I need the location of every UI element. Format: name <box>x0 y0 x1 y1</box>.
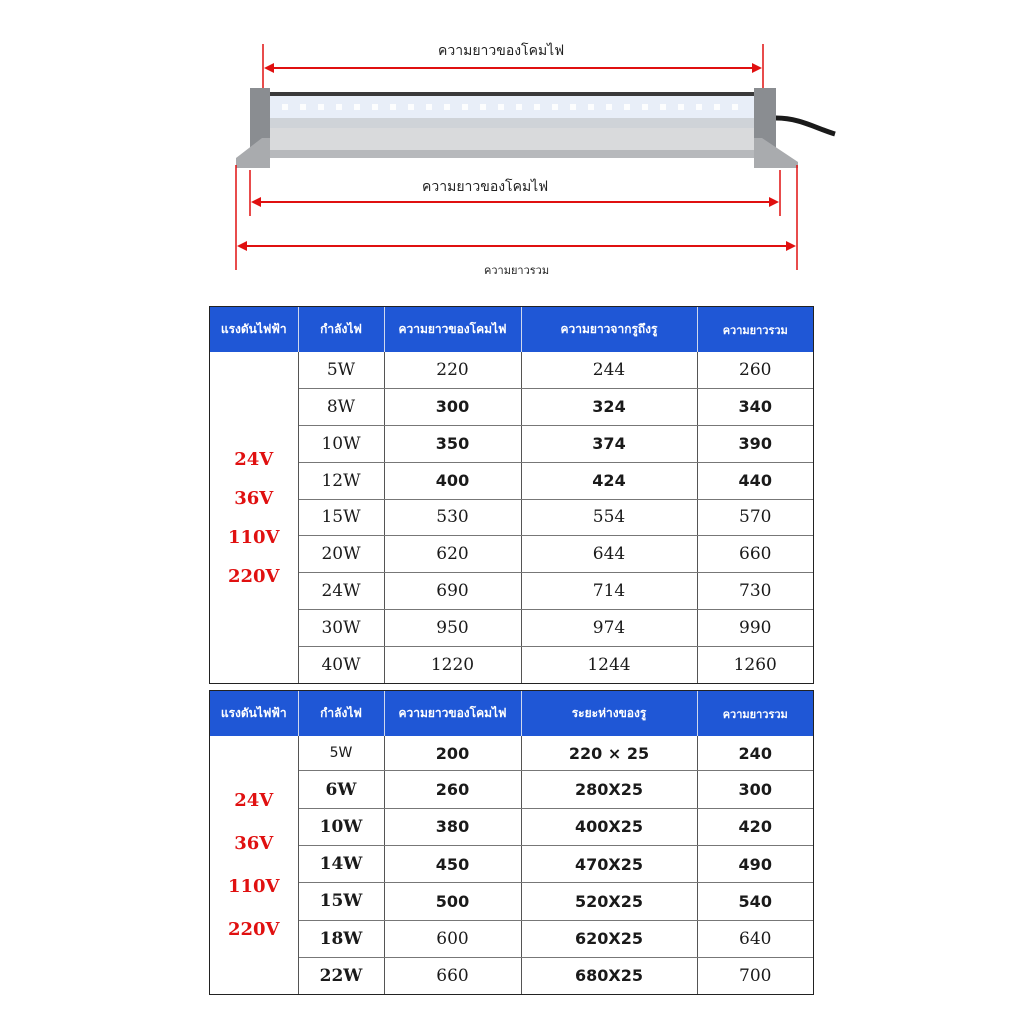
power-cell: 22W <box>298 957 384 994</box>
table-row <box>210 573 813 610</box>
mid-dim-arrow-left <box>251 197 261 207</box>
power-cell: 8W <box>298 388 384 425</box>
hole-length-cell: 644 <box>521 536 697 573</box>
total-length-cell: 1260 <box>733 655 777 676</box>
table-header-row <box>210 691 813 736</box>
table-row <box>210 647 813 683</box>
table-row <box>210 462 813 499</box>
total-length-cell: 300 <box>697 771 813 808</box>
power-cell: 5W <box>298 736 384 771</box>
hole-length-cell: 1244 <box>521 647 697 683</box>
power-cell: 40W <box>298 647 384 683</box>
power-cell: 30W <box>298 610 384 647</box>
power-cell: 24W <box>298 573 384 610</box>
lamp-length-cell: 600 <box>384 920 521 957</box>
table-row <box>210 352 813 388</box>
voltage-value: 110V <box>227 526 280 548</box>
header-power: กำลังไฟ <box>298 691 384 736</box>
mid-dim-arrow-right <box>769 197 779 207</box>
voltage-value: 110V <box>227 876 280 897</box>
hole-length-cell: 324 <box>521 388 697 425</box>
header-hole-length: ความยาวจากรูถึงรู <box>521 307 697 352</box>
table-row <box>210 736 813 771</box>
total-length-cell: 420 <box>697 808 813 845</box>
lamp-length-cell: 380 <box>384 808 521 845</box>
voltage-value: 36V <box>234 487 274 509</box>
hole-length-cell: 554 <box>521 499 697 536</box>
lamp-length-cell: 690 <box>384 573 521 610</box>
total-length-cell: 700 <box>739 965 772 986</box>
total-length-cell: 990 <box>697 610 813 647</box>
middle-dimension-label: ความยาวของโคมไฟ <box>422 179 549 195</box>
table-row <box>210 499 813 536</box>
spec-table-2 <box>209 690 814 995</box>
power-cell: 15W <box>298 499 384 536</box>
lamp-length-cell: 950 <box>384 610 521 647</box>
hole-length-cell: 424 <box>521 462 697 499</box>
power-cell: 14W <box>298 846 384 883</box>
header-power: กำลังไฟ <box>298 307 384 352</box>
lamp-length-cell: 620 <box>384 536 521 573</box>
header-lamp-length: ความยาวของโคมไฟ <box>384 691 521 736</box>
lamp-dimension-diagram <box>0 0 1024 290</box>
top-dimension-label: ความยาวของโคมไฟ <box>438 43 565 59</box>
total-length-cell: 540 <box>697 883 813 920</box>
header-hole-spacing: ระยะห่างของรู <box>521 691 697 736</box>
lamp-length-cell: 660 <box>384 957 521 994</box>
power-cell: 10W <box>298 808 384 845</box>
voltage-value: 220V <box>227 565 280 587</box>
top-dim-arrow-right <box>752 63 762 73</box>
power-cell: 18W <box>298 920 384 957</box>
lamp-length-cell: 350 <box>384 425 521 462</box>
voltage-value: 24V <box>234 790 274 811</box>
hole-spacing-cell: 620X25 <box>521 920 697 957</box>
header-lamp-length: ความยาวของโคมไฟ <box>384 307 521 352</box>
voltage-value: 36V <box>234 833 274 854</box>
total-length-cell: 730 <box>697 573 813 610</box>
spec-table-1 <box>209 306 814 684</box>
hole-spacing-cell: 520X25 <box>521 883 697 920</box>
lamp-length-cell: 530 <box>384 499 521 536</box>
total-length-cell: 260 <box>697 352 813 388</box>
voltage-value: 220V <box>227 919 280 940</box>
table-row <box>210 388 813 425</box>
lamp-length-cell: 260 <box>384 771 521 808</box>
total-length-cell: 340 <box>697 388 813 425</box>
bottom-dim-arrow-right <box>786 241 796 251</box>
table-row <box>210 957 813 994</box>
table-row <box>210 846 813 883</box>
header-total-length: ความยาวรวม <box>697 307 813 352</box>
hole-spacing-cell: 680X25 <box>521 957 697 994</box>
header-voltage: แรงดันไฟฟ้า <box>210 307 298 352</box>
power-cell: 6W <box>298 771 384 808</box>
voltage-cell <box>210 352 298 683</box>
hole-length-cell: 974 <box>521 610 697 647</box>
table-row <box>210 883 813 920</box>
power-cell: 5W <box>298 352 384 388</box>
lamp-length-cell: 200 <box>384 736 521 771</box>
total-length-cell: 640 <box>697 920 813 957</box>
hole-spacing-cell: 220 × 25 <box>521 736 697 771</box>
total-length-cell: 440 <box>697 462 813 499</box>
voltage-value: 24V <box>234 448 274 470</box>
top-dim-arrow-left <box>264 63 274 73</box>
lamp-length-cell: 450 <box>384 846 521 883</box>
table-row <box>210 610 813 647</box>
total-length-cell: 490 <box>697 846 813 883</box>
lamp-length-cell: 500 <box>384 883 521 920</box>
table-row <box>210 808 813 845</box>
hole-spacing-cell: 280X25 <box>521 771 697 808</box>
power-cell: 20W <box>298 536 384 573</box>
power-cell: 10W <box>298 425 384 462</box>
hole-length-cell: 244 <box>521 352 697 388</box>
hole-length-cell: 714 <box>521 573 697 610</box>
total-length-cell: 570 <box>697 499 813 536</box>
hole-length-cell: 374 <box>521 425 697 462</box>
power-cell: 15W <box>298 883 384 920</box>
bottom-dimension-label: ความยาวรวม <box>484 264 550 277</box>
lamp-body <box>236 88 835 168</box>
header-total-length: ความยาวรวม <box>697 691 813 736</box>
total-length-cell: 390 <box>697 425 813 462</box>
hole-spacing-cell: 470X25 <box>521 846 697 883</box>
hole-spacing-cell: 400X25 <box>521 808 697 845</box>
table-row <box>210 920 813 957</box>
total-length-cell: 240 <box>697 736 813 771</box>
table-row <box>210 771 813 808</box>
table-row <box>210 425 813 462</box>
lamp-length-cell: 220 <box>384 352 521 388</box>
lamp-length-cell: 400 <box>384 462 521 499</box>
voltage-cell <box>210 736 298 994</box>
table-row <box>210 536 813 573</box>
bottom-dim-arrow-left <box>237 241 247 251</box>
lamp-length-cell: 300 <box>384 388 521 425</box>
power-cell: 12W <box>298 462 384 499</box>
lamp-length-cell: 1220 <box>384 647 521 683</box>
header-voltage: แรงดันไฟฟ้า <box>210 691 298 736</box>
table-header-row <box>210 307 813 352</box>
total-length-cell: 660 <box>697 536 813 573</box>
